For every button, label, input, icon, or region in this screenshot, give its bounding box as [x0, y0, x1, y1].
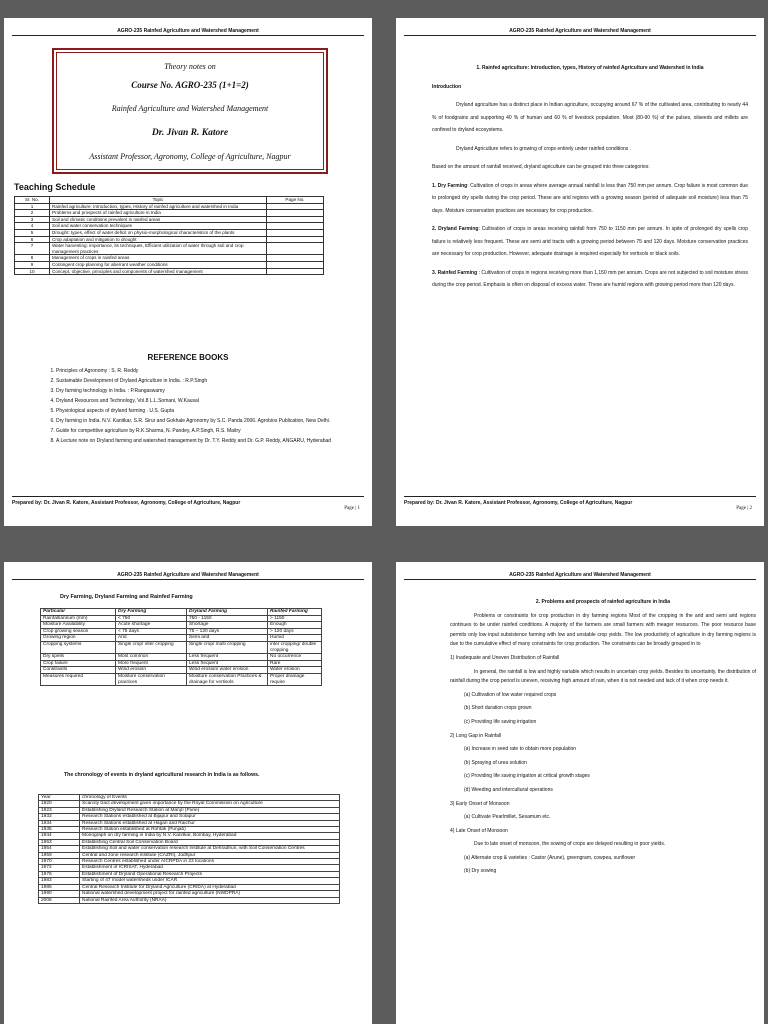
chronology-cell: Research Stations established at Hagari and Raichur	[80, 820, 340, 826]
comparison-cell: Less frequent	[187, 660, 268, 667]
comparison-cell: Moisture Availability	[41, 622, 116, 629]
column-header: Dryland Farming	[187, 609, 268, 616]
chronology-cell: Starting of 47 model watersheds under ICAR	[80, 878, 340, 884]
comparison-row	[41, 641, 322, 653]
comparison-cell: Single crop/ multi cropping	[187, 641, 268, 653]
chronology-cell: Central arid zone research institute (CAZRI), Jodhpur	[80, 852, 340, 858]
comparison-cell: Rare	[268, 660, 322, 667]
chronology-cell: Establishing Soil and water conservation research institute at Dehradhun, with Soil Conservation Centres	[80, 846, 340, 852]
comparison-cell: < 75 days	[116, 628, 187, 635]
comparison-cell: Shortage	[187, 622, 268, 629]
list-item: (d) Weeding and intercultural operations	[464, 786, 553, 793]
reference-item: 6. Dry farming in India. N.V. Kanitkar, S.R. Sirur and Gokhale Agronomy by S.C. Panda 2006. Agrobios Publication, New Delhi.	[56, 416, 356, 426]
schedule-row	[15, 261, 324, 268]
page-footer: Prepared by: Dr. Jivan R. Katore, Assistant Professor, Agronomy, College of Agriculture, Nagpur	[404, 496, 756, 506]
schedule-row	[15, 216, 324, 223]
schedule-cell: Rainfed agriculture: Introduction, types, History of rainfed agriculture and watershed in India	[50, 203, 267, 210]
chronology-cell: 2006	[39, 897, 80, 903]
schedule-cell: 2	[15, 210, 50, 217]
schedule-row	[15, 203, 324, 210]
column-header: Particular	[41, 609, 116, 616]
comparison-cell: Acute shortage	[116, 622, 187, 629]
subheading: 3) Early Onset of Monsoon	[450, 800, 510, 807]
category-dry-farming	[432, 180, 748, 218]
chronology-cell: Establishing Central Soil Conservation Board	[80, 839, 340, 845]
paragraph: Based on the amount of rainfall received, dryland agriculture can be grouped into three categories:	[432, 164, 650, 170]
intro-label: Introduction	[432, 83, 462, 90]
schedule-cell	[267, 261, 324, 268]
comparison-title: Dry Farming, Dryland Farming and Rainfed Farming	[60, 594, 193, 600]
list-item: (a) Cultivate Pearlmillet, Sesamum etc.	[464, 814, 551, 821]
paragraph: Dryland agriculture has a distinct place in Indian agriculture, occupying around 67 % of the cultivated area, contributing to nearly 44 % of foodgrains and supporting 40 % of human and 60 % of livestock population. Most (80-90 %) of the pulses, oilseeds and millets are confined to dryland ecosystems.	[432, 102, 748, 133]
chronology-cell: 1990	[39, 891, 80, 897]
chronology-cell: 1983	[39, 878, 80, 884]
comparison-cell: Growing region	[41, 635, 116, 642]
schedule-cell: Crop adaptation and mitigation to drought	[50, 236, 267, 243]
teaching-schedule-table	[14, 196, 324, 275]
column-header: Page No.	[267, 197, 324, 204]
author-name: Dr. Jivan R. Katore	[151, 128, 229, 138]
comparison-cell: Dry spells	[41, 654, 116, 661]
course-title: Course No. AGRO-235 (1+1=2)	[131, 80, 249, 90]
chronology-cell: National watershed development project for rainfed agriculture (NWDPRA)	[80, 891, 340, 897]
chronology-cell: Scarcity tract development given importance by the Royal Commission on Agriculture	[80, 801, 340, 807]
comparison-row	[41, 660, 322, 667]
column-header: Dry Farming	[116, 609, 187, 616]
list-item: (c) Providing life saving irrigation at critical growth stages	[464, 773, 590, 780]
comparison-cell: 75 – 120 days	[187, 628, 268, 635]
document-page-4	[396, 562, 764, 1024]
comparison-cell: Semi arid	[187, 635, 268, 642]
comparison-cell: Wind erosion	[116, 667, 187, 674]
reference-list	[48, 366, 356, 446]
comparison-cell: Constraints	[41, 667, 116, 674]
comparison-cell: Measures required	[41, 673, 116, 685]
schedule-heading: Teaching Schedule	[14, 182, 96, 192]
schedule-cell	[267, 223, 324, 230]
schedule-cell: 9	[15, 261, 50, 268]
comparison-cell: Water erosion	[268, 667, 322, 674]
chronology-row	[39, 897, 340, 903]
comparison-cell: < 750	[116, 615, 187, 622]
title-line-1: Theory notes on	[164, 62, 216, 71]
schedule-cell: Soil and water conservation techniques	[50, 223, 267, 230]
subheading: 1) Inadequate and Uneven Distribution of Rainfall	[450, 654, 560, 661]
column-header: chronology of Events	[80, 795, 340, 801]
schedule-cell: Water harvesting: importance, its techniques, Efficient utilization of water through soil and crop management practices	[50, 243, 267, 255]
schedule-row	[15, 223, 324, 230]
category-text: : Cultivation of crops in areas where average annual rainfall is less than 750 mm per annum. Crop failure is most common due to prolonged dry spells during the crop period. These are arid regions with a growing season (period of adequate soil moisture) less than 75 days. Moisture conservation practices are necessary for crop production.	[432, 182, 748, 214]
schedule-cell: Concept, objective, principles and components of watershed management	[50, 268, 267, 275]
schedule-cell	[267, 268, 324, 275]
chronology-cell: 1944	[39, 833, 80, 839]
schedule-row	[15, 268, 324, 275]
schedule-cell: 3	[15, 216, 50, 223]
list-item: (a) Cultivation of low water required crops	[464, 691, 557, 698]
comparison-row	[41, 622, 322, 629]
chronology-cell: 1923	[39, 807, 80, 813]
comparison-row	[41, 654, 322, 661]
category-text: : Cultivation of crops in areas receiving rainfall from 750 to 1150 mm per annum. In spite of prolonged dry spells crop failure is relatively less frequent. These are semi arid tracts with a growing period between 75 and 120 days. Moisture conservation practices are necessary for crop production. However, adequate drainage is required especially for vertisols or black soils.	[432, 226, 748, 257]
schedule-cell: Soil and climatic conditions prevalent in rainfed areas	[50, 216, 267, 223]
chronology-cell: 1953	[39, 839, 80, 845]
schedule-cell: Drought: types, effect of water deficit on physio-morphological characteristics of the plants	[50, 229, 267, 236]
reference-item: 3. Dry farming technology in India. : P.Rangaswamy	[56, 386, 356, 396]
schedule-cell	[267, 255, 324, 262]
chronology-cell: 1985	[39, 884, 80, 890]
comparison-cell: Humid	[268, 635, 322, 642]
comparison-cell: Crop failure	[41, 660, 116, 667]
schedule-cell: 1	[15, 203, 50, 210]
document-page-1	[4, 18, 372, 526]
schedule-cell: Contingent crop planning for aberrant weather conditions	[50, 261, 267, 268]
schedule-cell: 4	[15, 223, 50, 230]
chronology-cell: 1933	[39, 814, 80, 820]
chronology-cell: Establishing Dryland Research Station at Manjri (Pune)	[80, 807, 340, 813]
comparison-cell: Enough	[268, 622, 322, 629]
chronology-cell: Monograph on dry farming in India by N.V. Kanitkar, Bombay, Hyderabad	[80, 833, 340, 839]
schedule-cell: 7	[15, 243, 50, 255]
comparison-row	[41, 628, 322, 635]
category-label: 1. Dry Farming	[432, 182, 468, 189]
section-heading: 1. Rainfed agriculture: Introduction, types, History of rainfed Agriculture and Watershed in India	[476, 65, 704, 71]
page-4-body	[450, 598, 756, 881]
schedule-cell: 5	[15, 229, 50, 236]
schedule-cell: Problems and prospects of rainfed agriculture in India	[50, 210, 267, 217]
page-header: AGRO-235 Rainfed Agriculture and Watershed Management	[12, 572, 364, 580]
chronology-cell: Research Stations established at Bijapur and Solapur	[80, 814, 340, 820]
reference-item: 1. Principles of Agronomy : S. R. Reddy	[56, 366, 356, 376]
schedule-row	[15, 243, 324, 255]
paragraph: Problems or constraints for crop production in dry farming regions Most of the cropping in the arid and semi arid regions continues to be under rainfed conditions. A majority of the farmers are small farmers with meager resources. The poor resource base permits only low input subsistence farming with low and unstable crop yields. The low productivity of agriculture in dry farming regions is due to the cumulative effect of many constraints for crop production. The constraints can be broadly grouped in to	[450, 612, 756, 648]
page-header: AGRO-235 Rainfed Agriculture and Watershed Management	[404, 572, 756, 580]
column-header: Topic	[50, 197, 267, 204]
reference-item: 2. Sustainable Development of Dryland Agriculture in India. : R.P.Singh	[56, 376, 356, 386]
comparison-cell: Crop growing season	[41, 628, 116, 635]
schedule-cell: Management of crops in rainfed areas	[50, 255, 267, 262]
comparison-cell: > 120 days	[268, 628, 322, 635]
subheading: 2) Long Gap in Rainfall	[450, 732, 502, 739]
schedule-cell: 6	[15, 236, 50, 243]
schedule-cell	[267, 203, 324, 210]
list-item: (b) Dry sowing	[464, 868, 497, 875]
chronology-cell: 1935	[39, 827, 80, 833]
comparison-row	[41, 673, 322, 685]
page-number: Page | 2	[736, 506, 752, 511]
paragraph: In general, the rainfall is low and highly variable which results in uncertain crop yields. Besides its uncertainty, the distribution of rainfall during the crop period is uneven, receiving high amount of rain, when it is not needed and lack of it when crop needs it.	[450, 668, 756, 685]
list-item: (b) Spraying of urea solution	[464, 759, 527, 766]
chronology-cell: 1920	[39, 801, 80, 807]
page-number: Page | 1	[344, 506, 360, 511]
chronology-cell: 1934	[39, 820, 80, 826]
schedule-row	[15, 210, 324, 217]
comparison-cell: Moisture conservation Practices & drainage for vertisols	[187, 673, 268, 685]
comparison-row	[41, 635, 322, 642]
page-header: AGRO-235 Rainfed Agriculture and Watershed Management	[12, 28, 364, 36]
chronology-cell: Central Research Institute for Dryland Agriculture (CRIDA) at Hyderabad	[80, 884, 340, 890]
chronology-cell: Establishment of ICRISAT, Hyderabad	[80, 865, 340, 871]
author-affiliation: Assistant Professor, Agronomy, College of Agriculture, Nagpur	[89, 152, 291, 161]
reference-item: 4. Dryland Resources and Technology, Vol.8 L.L.Somani, W.Kausal	[56, 396, 356, 406]
references-heading: REFERENCE BOOKS	[147, 353, 229, 362]
schedule-row	[15, 236, 324, 243]
schedule-cell	[267, 236, 324, 243]
title-box	[52, 48, 328, 174]
paragraph: Dryland Agriculture refers to growing of crops entirely under rainfed conditions .	[456, 145, 632, 152]
schedule-cell	[267, 229, 324, 236]
chronology-cell: 1972	[39, 865, 80, 871]
chronology-cell: Research Centres established under AICRPDA in 23 locations	[80, 859, 340, 865]
schedule-cell	[267, 210, 324, 217]
chronology-cell: 1959	[39, 852, 80, 858]
page-footer: Prepared by: Dr. Jivan R. Katore, Assistant Professor, Agronomy, College of Agriculture, Nagpur	[12, 496, 364, 506]
category-text: : Cultivation of crops in regions receiving more than 1,150 mm per annum. Crops are not subjected to soil moisture stress during the crop period. Emphasis is often on disposal of excess water. These are humid regions with growing period more than 120 days.	[432, 269, 748, 288]
chronology-row	[39, 846, 340, 852]
chronology-table	[38, 794, 340, 904]
comparison-cell: Single crop/ inter cropping	[116, 641, 187, 653]
category-dryland-farming	[432, 223, 748, 261]
document-page-3	[4, 562, 372, 1024]
category-rainfed-farming	[432, 267, 748, 292]
comparison-row	[41, 615, 322, 622]
course-name: Rainfed Agriculture and Watershed Management	[111, 104, 269, 113]
comparison-cell: inter cropping/ double cropping	[268, 641, 322, 653]
comparison-cell: Cropping systems	[41, 641, 116, 653]
category-label: 2. Dryland Farming	[432, 226, 479, 232]
section-heading: 2. Problems and prospects of rainfed agriculture in India	[535, 599, 671, 605]
schedule-row	[15, 229, 324, 236]
subheading: 4) Late Onset of Monsoon	[450, 827, 508, 834]
comparison-cell: > 1150	[268, 615, 322, 622]
comparison-cell: More frequent	[116, 660, 187, 667]
list-item: (c) Providing life saving irrigation	[464, 718, 537, 725]
chronology-cell: Research Station established at Rohtak (Punjab)	[80, 827, 340, 833]
chronology-cell: National Rainfed Area Authority (NRAA)	[80, 897, 340, 903]
list-item: (a) Alternate crop & varieties : Castor (Arune), greengram, cowpea, sunflower	[464, 854, 636, 861]
chronology-cell: Establishment of Dryland Operational Research Projects	[80, 871, 340, 877]
page-header: AGRO-235 Rainfed Agriculture and Watershed Management	[404, 28, 756, 36]
chronology-cell: 1954	[39, 846, 80, 852]
schedule-cell	[267, 243, 324, 255]
schedule-row	[15, 255, 324, 262]
list-item: (a) Increase in seed rate to obtain more population	[464, 746, 577, 753]
page-2-body	[432, 62, 748, 298]
comparison-table	[40, 608, 322, 686]
reference-item: 8. A Lecture note on Dryland farming and watershed management by Dr. T.Y. Reddy and Dr. G.P. Reddy, ANGARU, Hyderabad	[56, 436, 356, 446]
comparison-cell: No occurrence	[268, 654, 322, 661]
chronology-cell: 1970	[39, 859, 80, 865]
reference-item: 7. Guide for competitive agriculture by R.K.Sharma, N. Pandey, A.P.Singh, R.S. Maitry	[56, 426, 356, 436]
column-header: Sr. No.	[15, 197, 50, 204]
comparison-cell: Less frequent	[187, 654, 268, 661]
paragraph: Due to late onset of monsoon, the sowing of crops are delayed resulting in poor yields.	[474, 841, 666, 848]
comparison-cell: Moisture conservation practices	[116, 673, 187, 685]
comparison-row	[41, 667, 322, 674]
category-label: 3. Rainfed Farming	[432, 269, 478, 276]
comparison-cell: Arid	[116, 635, 187, 642]
comparison-cell: Wind erosion/ water erosion	[187, 667, 268, 674]
comparison-cell: 750 - 1150	[187, 615, 268, 622]
comparison-cell: Most common	[116, 654, 187, 661]
comparison-cell: Proper drainage require	[268, 673, 322, 685]
column-header: Rainfed Farming	[268, 609, 322, 616]
column-header: Year	[39, 795, 80, 801]
comparison-cell: Rainfall/annum (mm)	[41, 615, 116, 622]
reference-item: 5. Physiological aspects of dryland farming . U.S. Gupta	[56, 406, 356, 416]
chronology-heading: The chronology of events in dryland agricultural research in India is as follows.	[64, 772, 260, 778]
schedule-cell	[267, 216, 324, 223]
list-item: (b) Short duration crops grown	[464, 705, 532, 712]
schedule-cell: 8	[15, 255, 50, 262]
chronology-cell: 1976	[39, 871, 80, 877]
document-page-2	[396, 18, 764, 526]
schedule-cell: 10	[15, 268, 50, 275]
